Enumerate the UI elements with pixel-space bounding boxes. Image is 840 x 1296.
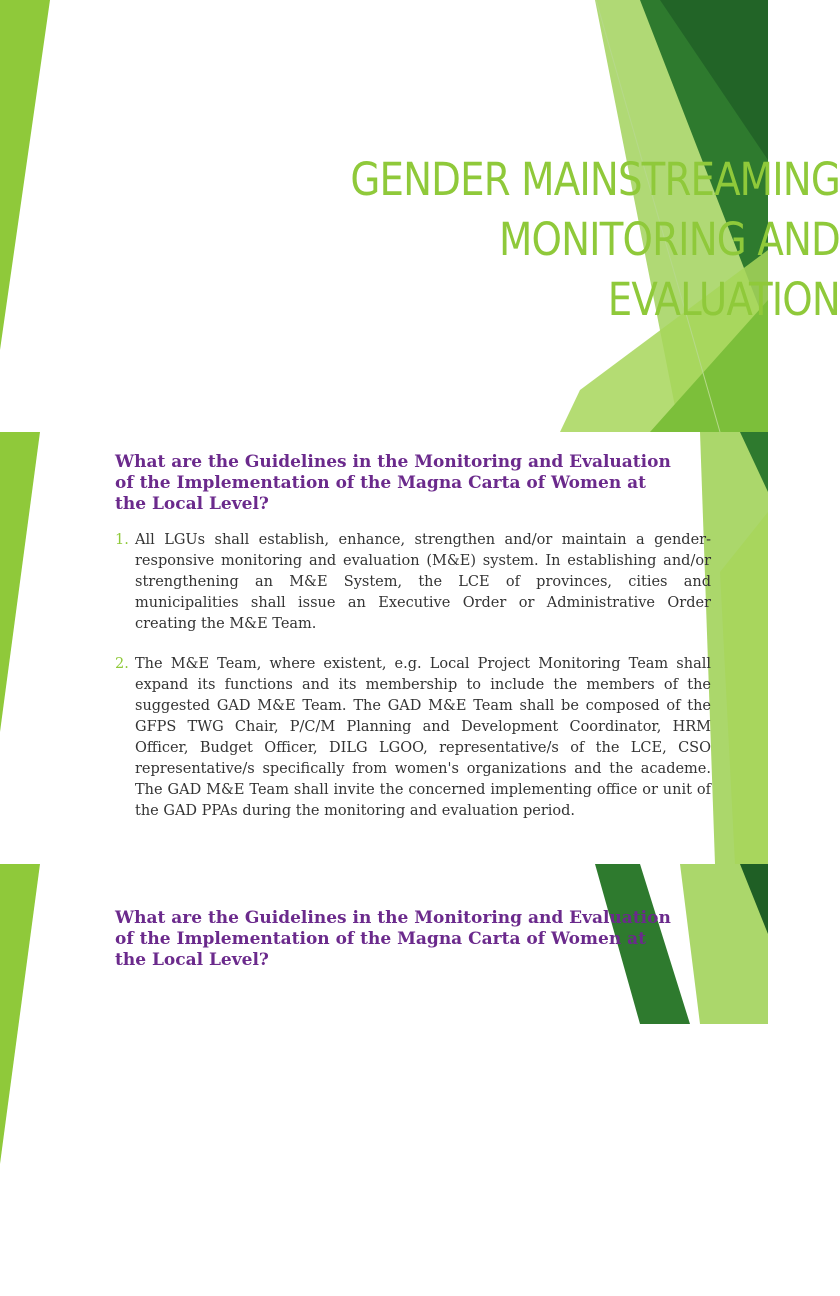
list-item-text: The M&E Team, where existent, e.g. Local Project Monitoring Team shall expand its functions and its membership to include the members of the suggested GAD M&E Team. The GAD M&E Team shall be composed of the GFPS TWG Chair, P/C/M Planning and Development Coordinator, HRM Officer, Budget Officer, DILG LGOO, representative/s of the LCE, CSO representative/s specifically from women's organizations and the academe. The GAD M&E Team shall invite the concerned implementing office or unit of the GAD PPAs during the monitoring and evaluation period.	[135, 656, 711, 819]
slide-heading: What are the Guidelines in the Monitoring and Evaluation of the Implementation of the Magna Carta of Women at the Local Level?	[115, 908, 671, 970]
title-slide	[0, 0, 840, 432]
slide-title	[221, 150, 840, 330]
list-item	[115, 654, 711, 822]
list-item	[115, 530, 711, 635]
list-number: 2.	[115, 656, 129, 672]
slide-heading: What are the Guidelines in the Monitoring and Evaluation of the Implementation of the Magna Carta of Women at the Local Level?	[115, 452, 671, 514]
guidelines-list	[115, 530, 711, 841]
partial-slide	[0, 864, 768, 1024]
title-line-3: EVALUATION	[607, 273, 840, 326]
title-line-2: MONITORING AND	[498, 213, 840, 266]
list-item-text: All LGUs shall establish, enhance, strengthen and/or maintain a gender-responsive monitoring and evaluation (M&E) system. In establishing and/or strengthening an M&E System, the LCE of provinces, cities and municipalities shall issue an Executive Order or Administrative Order creating the M&E Team.	[135, 532, 711, 632]
list-number: 1.	[115, 532, 129, 548]
title-line-1: GENDER MAINSTREAMING	[350, 153, 840, 206]
content-slide	[0, 432, 768, 864]
